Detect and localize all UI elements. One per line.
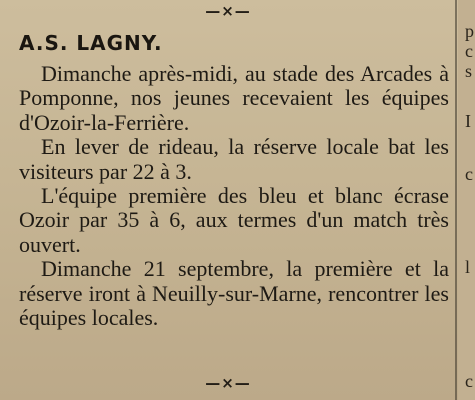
article-body (19, 62, 449, 330)
adjacent-column-fragment (458, 0, 475, 400)
paragraph-1: Dimanche après-midi, au stade des Arcades à Pomponne, nos jeunes recevaient les équipes d'Ozoir-la-Ferrière. (19, 61, 449, 135)
article-title: A.S. LAGNY. (19, 31, 163, 55)
adjacent-letter: I (465, 111, 471, 131)
section-divider-top: —×— (205, 2, 251, 20)
adjacent-letter: c (465, 371, 473, 391)
paragraph-2: En lever de rideau, la réserve locale bat les visiteurs par 22 à 3. (19, 134, 449, 184)
paragraph-3: L'équipe première des bleu et blanc écrase Ozoir par 35 à 6, aux termes d'un match très ouvert. (19, 183, 449, 257)
adjacent-letter: c (465, 164, 473, 184)
adjacent-letter: l (465, 257, 471, 277)
adjacent-letter: s (465, 61, 473, 81)
paragraph-4: Dimanche 21 septembre, la première et la réserve iront à Neuilly-sur-Marne, rencontrer les équipes locales. (19, 256, 449, 331)
adjacent-letter: c (465, 41, 473, 61)
adjacent-letter: p (465, 21, 474, 41)
section-divider-bottom: —×— (205, 374, 251, 392)
column-rule (455, 0, 457, 400)
